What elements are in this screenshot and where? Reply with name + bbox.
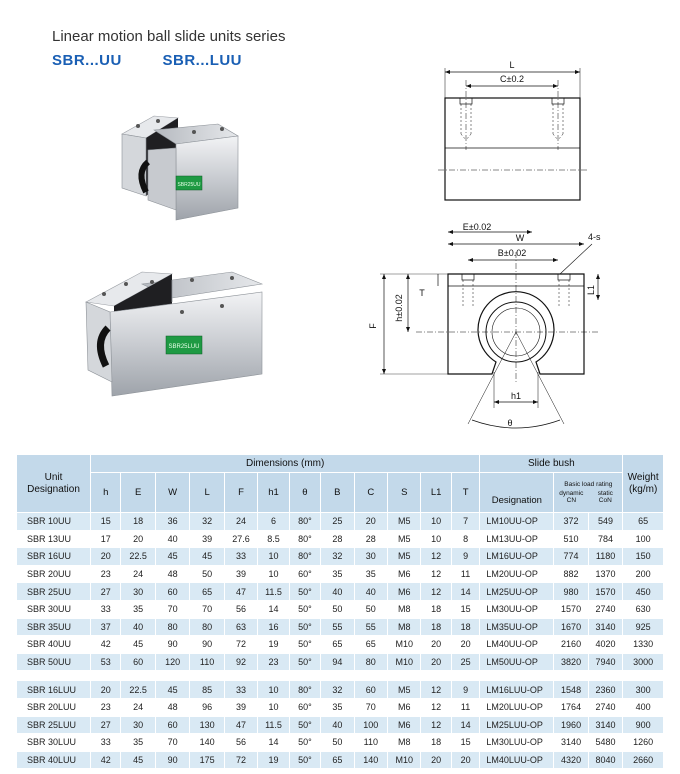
basic-load-rating-label: Basic load rating [564, 480, 613, 488]
dynamic-label: dynamic CN [559, 489, 584, 504]
table-cell: 8.5 [258, 530, 289, 548]
table-cell: 60 [354, 681, 387, 699]
table-row [17, 583, 664, 601]
table-cell: 18 [421, 600, 451, 618]
table-cell: 72 [224, 636, 257, 654]
table-cell: 100 [623, 530, 664, 548]
table-cell: 50 [354, 600, 387, 618]
table-cell: 48 [155, 565, 189, 583]
side-view-drawing [430, 58, 600, 208]
table-cell: 3000 [623, 653, 664, 671]
table-cell: 882 [554, 565, 588, 583]
table-spacer-cell [17, 671, 664, 681]
table-cell: 33 [91, 600, 121, 618]
table-cell: LM20LUU-OP [480, 698, 554, 716]
table-cell: LM16UU-OP [480, 548, 554, 566]
table-row [17, 751, 664, 769]
table-cell: 90 [155, 636, 189, 654]
table-cell: 56 [224, 734, 257, 752]
table-cell: M5 [388, 681, 421, 699]
table-cell: SBR 40LUU [17, 751, 91, 769]
table-cell: 60 [155, 716, 189, 734]
table-cell: 32 [321, 548, 354, 566]
table-cell: 70 [190, 600, 224, 618]
table-cell: 55 [321, 618, 354, 636]
table-cell: 42 [91, 751, 121, 769]
table-cell: 56 [224, 600, 257, 618]
table-cell: 19 [258, 751, 289, 769]
header-slide-bush: Slide bush [480, 455, 623, 473]
header-bush-designation: Designation [480, 473, 554, 513]
table-cell: 63 [224, 618, 257, 636]
table-cell: 11.5 [258, 716, 289, 734]
table-cell: M6 [388, 698, 421, 716]
table-cell: 1370 [588, 565, 623, 583]
dim-theta: θ [507, 418, 513, 428]
table-cell: 1570 [554, 600, 588, 618]
header-weight: Weight (kg/m) [623, 455, 664, 513]
table-cell: 6 [258, 513, 289, 531]
table-cell: 3140 [588, 618, 623, 636]
table-cell: 980 [554, 583, 588, 601]
table-cell: 12 [421, 548, 451, 566]
table-cell: 50° [289, 583, 320, 601]
table-row [17, 513, 664, 531]
table-cell: 20 [421, 751, 451, 769]
table-cell: 20 [421, 636, 451, 654]
header-col-W: W [155, 473, 189, 513]
table-cell: 72 [224, 751, 257, 769]
table-cell: 200 [623, 565, 664, 583]
table-row [17, 565, 664, 583]
table-cell: 10 [258, 698, 289, 716]
dim-s: 4-s [588, 232, 601, 242]
table-cell: 12 [421, 698, 451, 716]
table-cell: 33 [224, 681, 257, 699]
table-cell: 12 [421, 716, 451, 734]
table-cell: 5480 [588, 734, 623, 752]
model-uu: SBR...UU [52, 52, 122, 69]
table-cell: 35 [121, 734, 155, 752]
table-cell: 510 [554, 530, 588, 548]
dim-F: F [368, 323, 378, 329]
table-cell: 28 [354, 530, 387, 548]
table-cell: 8040 [588, 751, 623, 769]
table-cell: 28 [321, 530, 354, 548]
header-col-E: E [121, 473, 155, 513]
table-cell: 925 [623, 618, 664, 636]
table-cell: LM10UU-OP [480, 513, 554, 531]
table-row [17, 734, 664, 752]
table-cell: 40 [121, 618, 155, 636]
table-cell: SBR 16UU [17, 548, 91, 566]
table-cell: 23 [91, 565, 121, 583]
table-cell: 90 [190, 636, 224, 654]
table-cell: 300 [623, 681, 664, 699]
table-spacer [17, 671, 664, 681]
table-cell: 16 [258, 618, 289, 636]
table-cell: 18 [121, 513, 155, 531]
table-cell: 65 [190, 583, 224, 601]
table-cell: 23 [258, 653, 289, 671]
table-row [17, 600, 664, 618]
table-cell: 45 [190, 548, 224, 566]
table-row [17, 653, 664, 671]
table-cell: LM40UU-OP [480, 636, 554, 654]
table-cell: M5 [388, 530, 421, 548]
table-cell: 94 [321, 653, 354, 671]
dim-E: E±0.02 [462, 222, 492, 232]
table-cell: 10 [421, 513, 451, 531]
table-cell: LM50UU-OP [480, 653, 554, 671]
table-cell: 120 [155, 653, 189, 671]
table-cell: 45 [121, 636, 155, 654]
table-cell: 18 [451, 618, 479, 636]
table-cell: 32 [190, 513, 224, 531]
table-cell: 39 [224, 698, 257, 716]
table-cell: SBR 25LUU [17, 716, 91, 734]
table-cell: 35 [321, 698, 354, 716]
dim-L: L [509, 60, 515, 70]
table-row [17, 618, 664, 636]
table-cell: 18 [421, 734, 451, 752]
table-cell: 80 [190, 618, 224, 636]
table-cell: 130 [190, 716, 224, 734]
table-cell: 40 [321, 583, 354, 601]
table-cell: LM16LUU-OP [480, 681, 554, 699]
static-label: static CoN [597, 489, 613, 504]
table-row [17, 698, 664, 716]
table-cell: 30 [121, 716, 155, 734]
table-cell: 1180 [588, 548, 623, 566]
table-cell: 9 [451, 681, 479, 699]
table-cell: 9 [451, 548, 479, 566]
header-col-S: S [388, 473, 421, 513]
table-cell: 53 [91, 653, 121, 671]
table-cell: 50° [289, 653, 320, 671]
table-cell: 12 [421, 681, 451, 699]
table-cell: 1570 [588, 583, 623, 601]
table-cell: M6 [388, 716, 421, 734]
table-cell: SBR 20UU [17, 565, 91, 583]
table-cell: 80° [289, 513, 320, 531]
table-cell: 4320 [554, 751, 588, 769]
table-cell: 70 [155, 734, 189, 752]
table-cell: 60 [121, 653, 155, 671]
table-cell: 15 [451, 600, 479, 618]
table-cell: LM35UU-OP [480, 618, 554, 636]
table-row [17, 636, 664, 654]
table-cell: 14 [451, 716, 479, 734]
table-cell: 20 [451, 751, 479, 769]
table-cell: 65 [623, 513, 664, 531]
dim-B: B±0.02 [497, 248, 527, 258]
dim-L1: L1 [586, 284, 596, 296]
table-cell: M5 [388, 513, 421, 531]
dim-W: W [515, 233, 525, 243]
table-cell: 33 [224, 548, 257, 566]
table-cell: 20 [91, 548, 121, 566]
table-cell: LM30LUU-OP [480, 734, 554, 752]
table-cell: 32 [321, 681, 354, 699]
table-cell: 25 [451, 653, 479, 671]
table-cell: 36 [155, 513, 189, 531]
table-cell: 35 [321, 565, 354, 583]
model-luu: SBR...LUU [162, 52, 243, 69]
table-cell: 140 [354, 751, 387, 769]
table-cell: LM20UU-OP [480, 565, 554, 583]
table-cell: 14 [258, 600, 289, 618]
table-cell: M10 [388, 636, 421, 654]
table-cell: 1764 [554, 698, 588, 716]
table-cell: SBR 20LUU [17, 698, 91, 716]
dim-C: C±0.2 [500, 74, 524, 84]
table-cell: 40 [354, 583, 387, 601]
table-cell: LM25UU-OP [480, 583, 554, 601]
table-cell: 1260 [623, 734, 664, 752]
table-cell: 2360 [588, 681, 623, 699]
table-cell: 50° [289, 751, 320, 769]
table-cell: 3140 [588, 716, 623, 734]
table-cell: SBR 13UU [17, 530, 91, 548]
table-cell: 110 [354, 734, 387, 752]
table-cell: 80° [289, 548, 320, 566]
table-cell: 50° [289, 734, 320, 752]
table-cell: 100 [354, 716, 387, 734]
table-body [17, 513, 664, 769]
table-cell: 14 [451, 583, 479, 601]
table-cell: 23 [91, 698, 121, 716]
table-cell: 900 [623, 716, 664, 734]
table-cell: SBR 50UU [17, 653, 91, 671]
header-col-theta: θ [289, 473, 320, 513]
table-cell: 10 [258, 565, 289, 583]
table-cell: 22.5 [121, 681, 155, 699]
table-cell: 24 [224, 513, 257, 531]
table-cell: 8 [451, 530, 479, 548]
table-cell: 20 [91, 681, 121, 699]
table-cell: 45 [155, 681, 189, 699]
header-dimensions: Dimensions (mm) [91, 455, 480, 473]
table-cell: 92 [224, 653, 257, 671]
header-col-T: T [451, 473, 479, 513]
header-col-B: B [321, 473, 354, 513]
table-cell: 65 [321, 636, 354, 654]
table-cell: 22.5 [121, 548, 155, 566]
table-cell: 70 [354, 698, 387, 716]
dim-T: T [419, 288, 425, 298]
table-cell: 45 [155, 548, 189, 566]
table-cell: 1330 [623, 636, 664, 654]
table-cell: SBR 30LUU [17, 734, 91, 752]
table-cell: 27 [91, 583, 121, 601]
table-cell: LM30UU-OP [480, 600, 554, 618]
table-cell: 65 [354, 636, 387, 654]
table-cell: 2660 [623, 751, 664, 769]
table-cell: 50° [289, 636, 320, 654]
product-photo-short [118, 110, 268, 228]
table-row [17, 716, 664, 734]
table-cell: 784 [588, 530, 623, 548]
table-cell: 37 [91, 618, 121, 636]
table-cell: M8 [388, 734, 421, 752]
table-cell: 372 [554, 513, 588, 531]
table-cell: 55 [354, 618, 387, 636]
table-cell: 11 [451, 565, 479, 583]
model-series [52, 52, 278, 69]
header-unit-designation: Unit Designation [17, 455, 91, 513]
table-cell: 20 [421, 653, 451, 671]
table-cell: 10 [421, 530, 451, 548]
table-cell: M6 [388, 565, 421, 583]
table-cell: 1670 [554, 618, 588, 636]
table-cell: 2740 [588, 600, 623, 618]
table-cell: 39 [224, 565, 257, 583]
table-cell: 7 [451, 513, 479, 531]
table-cell: 20 [121, 530, 155, 548]
table-cell: 33 [91, 734, 121, 752]
table-cell: 18 [421, 618, 451, 636]
header-col-C: C [354, 473, 387, 513]
table-cell: 30 [121, 583, 155, 601]
table-cell: 80 [354, 653, 387, 671]
table-cell: SBR 35UU [17, 618, 91, 636]
table-cell: 60° [289, 698, 320, 716]
table-cell: 40 [321, 716, 354, 734]
table-cell: 48 [155, 698, 189, 716]
table-row [17, 530, 664, 548]
table-cell: LM40LUU-OP [480, 751, 554, 769]
table-cell: 27.6 [224, 530, 257, 548]
table-cell: M8 [388, 600, 421, 618]
table-cell: 47 [224, 716, 257, 734]
product-label-long: SBR25LUU [168, 344, 200, 350]
table-cell: 47 [224, 583, 257, 601]
table-cell: 3140 [554, 734, 588, 752]
table-cell: 60 [155, 583, 189, 601]
table-cell: 80 [155, 618, 189, 636]
table-cell: 450 [623, 583, 664, 601]
table-cell: 11.5 [258, 583, 289, 601]
spec-table [16, 454, 664, 769]
table-cell: 1548 [554, 681, 588, 699]
table-cell: 24 [121, 698, 155, 716]
table-cell: 11 [451, 698, 479, 716]
table-cell: 12 [421, 565, 451, 583]
table-cell: SBR 30UU [17, 600, 91, 618]
table-cell: 80° [289, 681, 320, 699]
table-cell: 3820 [554, 653, 588, 671]
table-cell: 35 [354, 565, 387, 583]
product-label-short: SBR25UU [177, 182, 201, 188]
table-cell: 40 [155, 530, 189, 548]
table-cell: 70 [155, 600, 189, 618]
header-basic-load-rating [554, 473, 623, 513]
table-cell: 50 [190, 565, 224, 583]
table-cell: 10 [258, 681, 289, 699]
table-cell: 150 [623, 548, 664, 566]
table-cell: 45 [121, 751, 155, 769]
table-row [17, 548, 664, 566]
table-cell: 15 [451, 734, 479, 752]
dim-h: h±0.02 [394, 294, 404, 322]
table-cell: 400 [623, 698, 664, 716]
table-cell: M5 [388, 548, 421, 566]
table-cell: 30 [354, 548, 387, 566]
table-cell: 12 [421, 583, 451, 601]
table-cell: SBR 25UU [17, 583, 91, 601]
table-cell: 20 [354, 513, 387, 531]
header-col-h: h [91, 473, 121, 513]
table-cell: 15 [91, 513, 121, 531]
table-cell: 25 [321, 513, 354, 531]
table-cell: 19 [258, 636, 289, 654]
table-cell: 90 [155, 751, 189, 769]
table-cell: 110 [190, 653, 224, 671]
table-cell: 35 [121, 600, 155, 618]
table-cell: SBR 40UU [17, 636, 91, 654]
table-cell: 20 [451, 636, 479, 654]
table-cell: LM13UU-OP [480, 530, 554, 548]
table-cell: 10 [258, 548, 289, 566]
table-cell: 27 [91, 716, 121, 734]
table-cell: 80° [289, 530, 320, 548]
table-cell: 60° [289, 565, 320, 583]
table-cell: 2160 [554, 636, 588, 654]
table-cell: 85 [190, 681, 224, 699]
table-cell: 24 [121, 565, 155, 583]
table-cell: SBR 10UU [17, 513, 91, 531]
page-title: Linear motion ball slide units series [52, 28, 286, 45]
front-view-drawing [360, 222, 610, 444]
table-cell: 630 [623, 600, 664, 618]
table-cell: M10 [388, 653, 421, 671]
table-cell: 50° [289, 618, 320, 636]
dim-h1: h1 [510, 391, 522, 401]
table-cell: 549 [588, 513, 623, 531]
table-cell: M8 [388, 618, 421, 636]
table-cell: SBR 16LUU [17, 681, 91, 699]
table-cell: 4020 [588, 636, 623, 654]
table-cell: LM25LUU-OP [480, 716, 554, 734]
header-col-L: L [190, 473, 224, 513]
table-cell: 50 [321, 734, 354, 752]
table-cell: 65 [321, 751, 354, 769]
header-col-F: F [224, 473, 257, 513]
product-photo-long [82, 262, 282, 402]
header-col-h1: h1 [258, 473, 289, 513]
table-cell: 7940 [588, 653, 623, 671]
table-cell: 1960 [554, 716, 588, 734]
table-cell: 50 [321, 600, 354, 618]
table-cell: M10 [388, 751, 421, 769]
table-cell: M6 [388, 583, 421, 601]
table-row [17, 681, 664, 699]
table-cell: 140 [190, 734, 224, 752]
table-cell: 50° [289, 600, 320, 618]
table-cell: 42 [91, 636, 121, 654]
header-col-L1: L1 [421, 473, 451, 513]
table-cell: 50° [289, 716, 320, 734]
table-cell: 14 [258, 734, 289, 752]
table-cell: 17 [91, 530, 121, 548]
table-cell: 774 [554, 548, 588, 566]
table-cell: 175 [190, 751, 224, 769]
table-cell: 39 [190, 530, 224, 548]
table-cell: 2740 [588, 698, 623, 716]
table-cell: 96 [190, 698, 224, 716]
